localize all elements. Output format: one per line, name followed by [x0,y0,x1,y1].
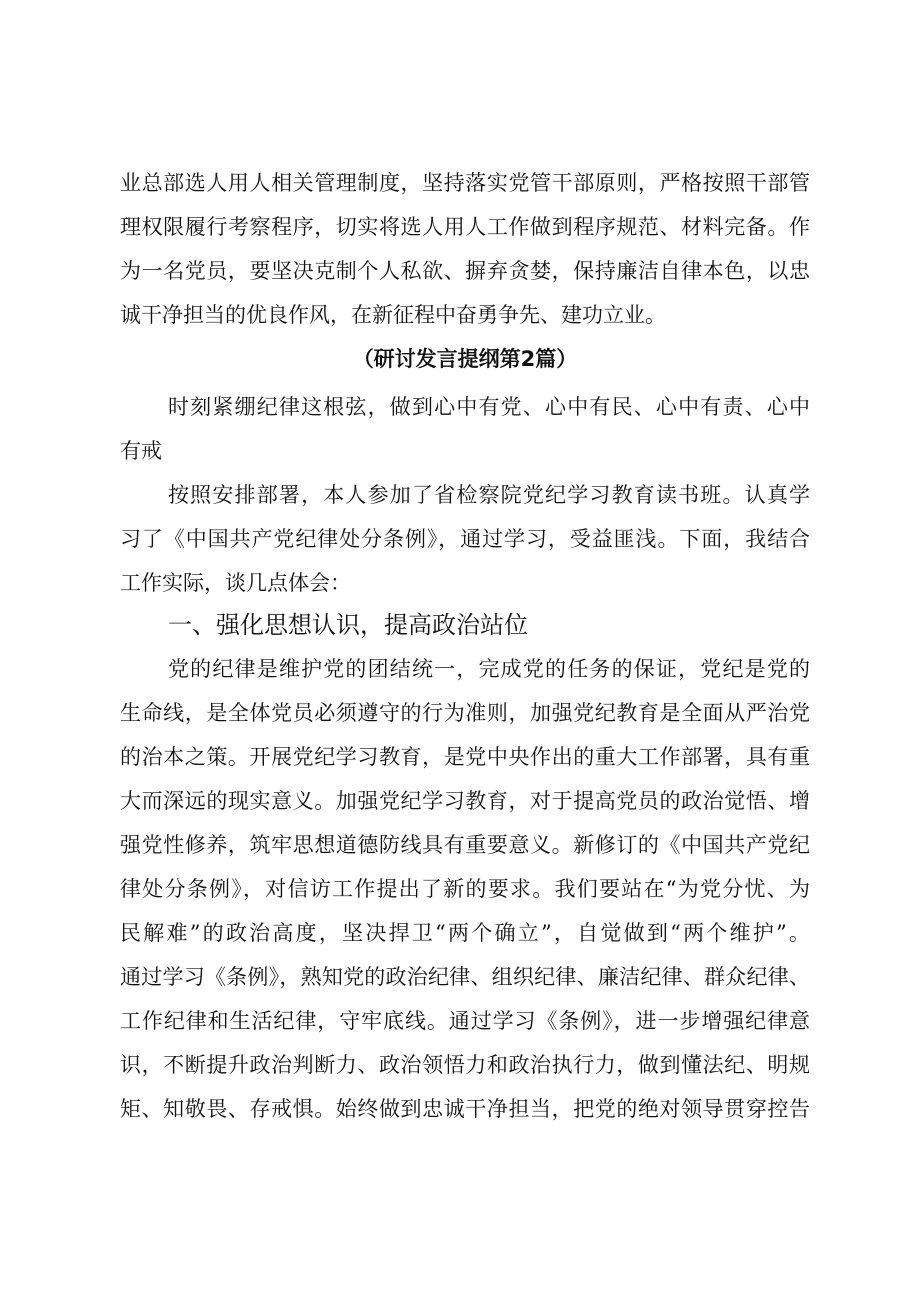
opening-line: 按照安排部署，本人参加了省检察院党纪学习教育读书班。认真学 [168,483,810,507]
intro-line: 诚干净担当的优良作风，在新征程中奋勇争先、建功立业。 [120,303,666,327]
intro-line: 业总部选人用人相关管理制度，坚持落实党管干部原则，严格按照干部管 [120,171,810,195]
body-line: 民解难”的政治高度，坚决捍卫“两个确立”，自觉做到“两个维护”。 [120,921,810,945]
body-line: 矩、知敬畏、存戒惧。始终做到忠诚干净担当，把党的绝对领导贯穿控告 [120,1097,810,1121]
opening-line: 习了《中国共产党纪律处分条例》，通过学习，受益匪浅。下面，我结合 [120,527,810,551]
heading-strengthen-thinking: 一、强化思想认识，提高政治站位 [168,611,528,639]
subtitle-line: 有戒 [120,439,162,463]
subtitle-line: 时刻紧绷纪律这根弦，做到心中有党、心中有民、心中有责、心中 [168,395,810,419]
body-line: 大而深远的现实意义。加强党纪学习教育，对于提高党员的政治觉悟、增 [120,789,810,813]
body-line: 识，不断提升政治判断力、政治领悟力和政治执行力，做到懂法纪、明规 [120,1053,810,1077]
body-line: 律处分条例》，对信访工作提出了新的要求。我们要站在“为党分忧、为 [120,877,810,901]
section-title: （研讨发言提纲第2篇） [352,347,578,371]
intro-line: 为一名党员，要坚决克制个人私欲、摒弃贪婪，保持廉洁自律本色，以忠 [120,259,810,283]
intro-line: 理权限履行考察程序，切实将选人用人工作做到程序规范、材料完备。作 [120,215,810,239]
body-line: 工作纪律和生活纪律，守牢底线。通过学习《条例》，进一步增强纪律意 [120,1009,810,1033]
body-line: 的治本之策。开展党纪学习教育，是党中央作出的重大工作部署，具有重 [120,745,810,769]
body-line: 党的纪律是维护党的团结统一，完成党的任务的保证，党纪是党的 [168,657,810,681]
opening-line: 工作实际，谈几点体会： [120,571,351,595]
body-line: 强党性修养，筑牢思想道德防线具有重要意义。新修订的《中国共产党纪 [120,833,810,857]
body-line: 通过学习《条例》，熟知党的政治纪律、组织纪律、廉洁纪律、群众纪律、 [120,965,810,989]
body-line: 生命线，是全体党员必须遵守的行为准则，加强党纪教育是全面从严治党 [120,701,810,725]
